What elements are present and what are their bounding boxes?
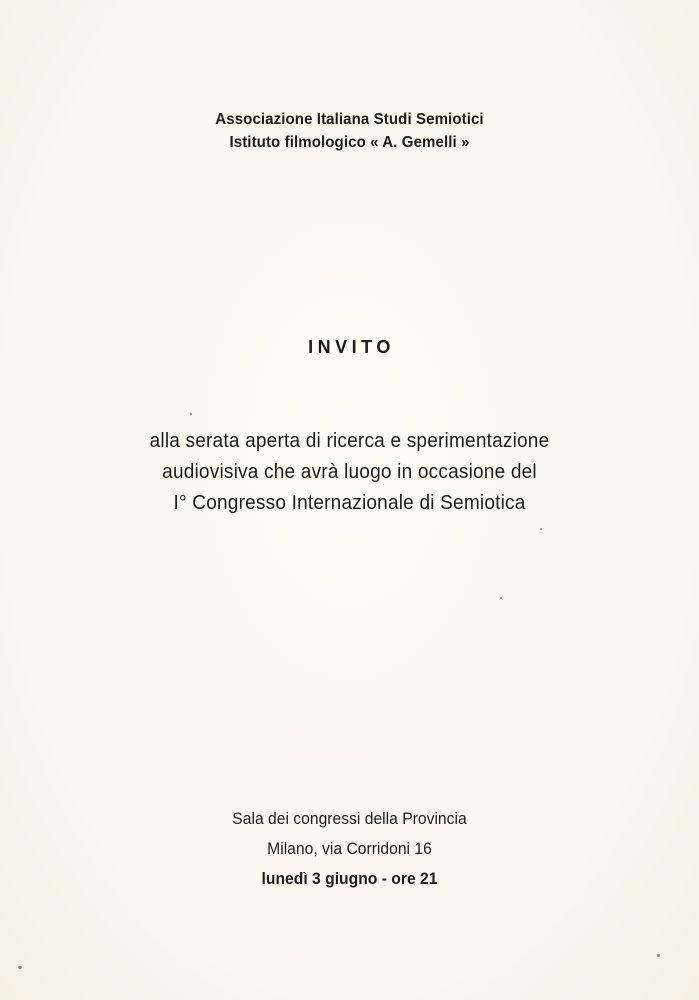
- venue-address: Milano, via Corridoni 16: [267, 840, 432, 858]
- body-line-2: audiovisiva che avrà luogo in occasione del: [162, 460, 537, 483]
- body-line-3: I° Congresso Internazionale di Semiotica: [173, 491, 526, 514]
- venue-hall: Sala dei congressi della Provincia: [232, 810, 467, 828]
- paper-speck: [540, 528, 542, 530]
- invitation-body: [0, 425, 699, 518]
- event-date-time: lunedì 3 giugno - ore 21: [261, 870, 438, 888]
- invitation-title: INVITO: [308, 337, 395, 357]
- paper-speck: [18, 966, 22, 969]
- organizers-header: [0, 108, 699, 154]
- paper-speck: [657, 954, 660, 957]
- organizer-institute: Istituto filmologico « A. Gemelli »: [229, 134, 470, 151]
- organizer-association: Associazione Italiana Studi Semiotici: [215, 111, 484, 128]
- venue-details: [0, 804, 699, 894]
- paper-speck: [190, 413, 192, 415]
- paper-speck: [500, 597, 502, 599]
- body-line-1: alla serata aperta di ricerca e sperimentazione: [149, 429, 550, 452]
